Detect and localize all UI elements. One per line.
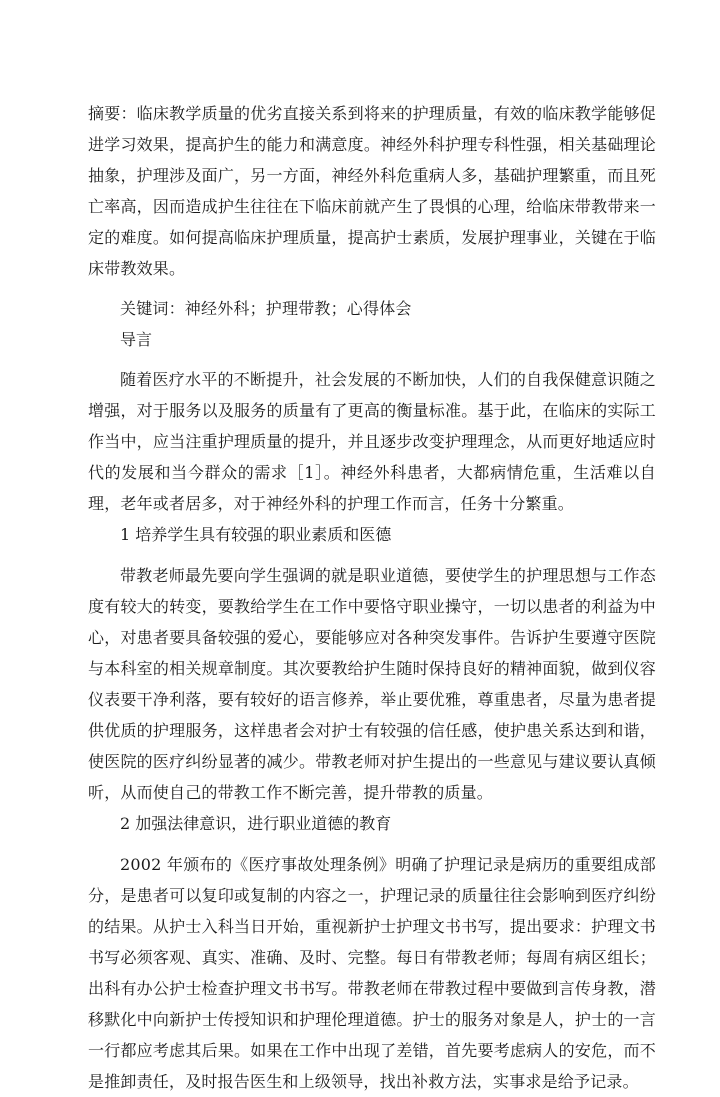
section-2-paragraph: 2002 年颁布的《医疗事故处理条例》明确了护理记录是病历的重要组成部分，是患者可以复印或复制的内容之一，护理记录的质量往往会影响到医疗纠纷的结果。从护士入科当日开始，重视新护士护理文书书写，提出要求：护理文书书写必须客观、真实、准确、及时、完整。每日有带教老师；每周有病区组长；出科有办公护士检查护理文书书写。带教老师在带教过程中要做到言传身教，潜移默化中向新护士传授知识和护理伦理道德。护士的服务对象是人，护士的一言一行都应考虑其后果。如果在工作中出现了差错，首先要考虑病人的安危，而不是推卸责任，及时报告医生和上级领导，找出补救方法，实事求是给予记录。 [88, 855, 656, 1091]
document-page [88, 98, 656, 1097]
intro-heading: 导言 [120, 330, 153, 349]
keywords-line: 关键词：神经外科；护理带教；心得体会 [120, 299, 412, 318]
abstract-paragraph: 摘要：临床教学质量的优劣直接关系到将来的护理质量，有效的临床教学能够促进学习效果，提高护生的能力和满意度。神经外科护理专科性强，相关基础理论抽象，护理涉及面广，另一方面，神经外科危重病人多，基础护理繁重，而且死亡率高，因而造成护生往往在下临床前就产生了畏惧的心理，给临床带教带来一定的难度。如何提高临床护理质量，提高护士素质，发展护理事业，关键在于临床带教效果。 [88, 104, 656, 278]
section-1-paragraph: 带教老师最先要向学生强调的就是职业道德，要使学生的护理思想与工作态度有较大的转变，要教给学生在工作中要恪守职业操守，一切以患者的利益为中心，对患者要具备较强的爱心，要能够应对各种突发事件。告诉护生要遵守医院与本科室的相关规章制度。其次要教给护生随时保持良好的精神面貌，做到仪容仪表要干净利落，要有较好的语言修养，举止要优雅，尊重患者，尽量为患者提供优质的护理服务，这样患者会对护士有较强的信任感，使护患关系达到和谐，使医院的医疗纠纷显著的减少。带教老师对护生提出的一些意见与建议要认真倾听，从而使自己的带教工作不断完善，提升带教的质量。 [88, 566, 656, 802]
section-2-heading: 2 加强法律意识，进行职业道德的教育 [120, 814, 392, 833]
intro-paragraph: 随着医疗水平的不断提升，社会发展的不断加快，人们的自我保健意识随之增强，对于服务以及服务的质量有了更高的衡量标准。基于此，在临床的实际工作当中，应当注重护理质量的提升，并且逐步改变护理理念，从而更好地适应时代的发展和当今群众的需求［1］。神经外科患者，大都病情危重，生活难以自理，老年或者居多，对于神经外科的护理工作而言，任务十分繁重。 [88, 370, 656, 513]
section-1-heading: 1 培养学生具有较强的职业素质和医德 [120, 525, 392, 544]
